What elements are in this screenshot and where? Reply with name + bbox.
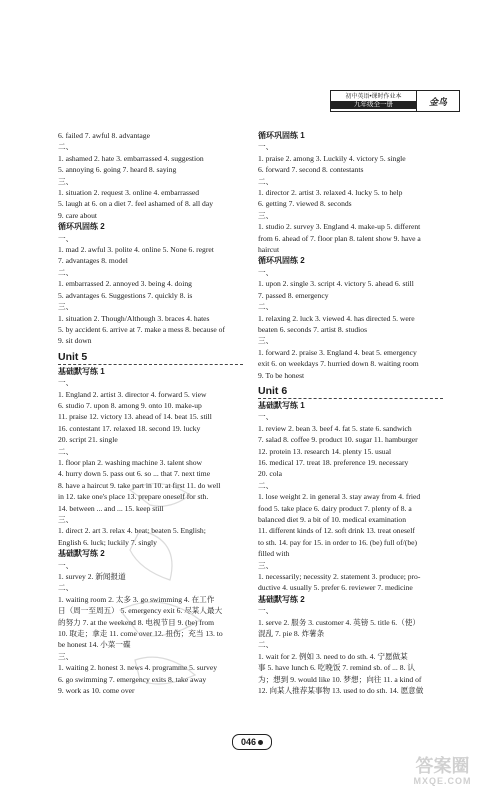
book-title: 初中英语•课时作业本 xyxy=(345,94,402,100)
answer-line: English 6. luck; luckily 7. singly xyxy=(58,537,157,547)
answer-line: 1. situation 2. Though/Although 3. braces 4. hates xyxy=(58,313,210,323)
part-marker: 二、 xyxy=(258,640,274,650)
answer-line: 16. contestant 17. relaxed 18. second 19. lucky xyxy=(58,423,201,433)
answer-line: 6. getting 7. viewed 8. seconds xyxy=(258,199,352,209)
answer-line: 5. advantages 6. Suggestions 7. quickly 8. is xyxy=(58,290,193,300)
answer-line: 6. failed 7. awful 8. advantage xyxy=(58,131,150,140)
answer-line: 5. annoying 6. going 7. heard 8. saying xyxy=(58,165,177,175)
right-column xyxy=(258,130,443,697)
answer-line: 9. To be honest xyxy=(258,370,305,380)
book-header xyxy=(330,90,460,112)
answer-line: 1. forward 2. praise 3. England 4. beat 5. emergency xyxy=(258,347,417,357)
unit-title: Unit 5 xyxy=(58,350,88,363)
answer-line: 7. salad 8. coffee 9. product 10. sugar 11. hamburger xyxy=(258,435,418,445)
answer-line: food 5. take place 6. dairy product 7. plenty of 8. a xyxy=(258,503,412,513)
answer-line: 1. necessarily; necessity 2. statement 3. produce; pro- xyxy=(258,572,421,582)
site-watermark-url: MXQE.COM xyxy=(413,776,472,786)
answer-line: 事 5. have lunch 6. 吃晚饭 7. remind sb. of ... 8. 认 xyxy=(258,663,415,673)
left-column xyxy=(58,130,243,697)
answer-line: 9. care about xyxy=(58,210,98,220)
answer-line: 1. floor plan 2. washing machine 3. talent show xyxy=(58,457,203,467)
part-marker: 一、 xyxy=(58,560,74,570)
answer-line: 1. serve 2. 服务 3. customer 4. 英镑 5. title 6.（使） xyxy=(258,617,420,627)
exercise-heading: 基础默写练 2 xyxy=(258,594,305,604)
answer-line: 1. upon 2. single 3. script 4. victory 5. ahead 6. still xyxy=(258,279,414,289)
exercise-heading: 循环巩固练 2 xyxy=(58,222,105,232)
answer-line: 1. England 2. artist 3. director 4. forward 5. view xyxy=(58,389,207,399)
exercise-heading: 基础默写练 1 xyxy=(58,366,105,376)
exercise-heading: 循环巩固练 2 xyxy=(258,256,305,266)
answer-line: 16. medical 17. treat 18. preference 19. necessary xyxy=(258,457,409,467)
answer-line: 为；想到 9. would like 10. 梦想；向往 11. a kind of xyxy=(258,674,422,684)
part-marker: 三、 xyxy=(58,176,74,186)
page-number: 046 xyxy=(240,737,257,747)
answer-line: 5. by accident 6. arrive at 7. make a mess 8. because of xyxy=(58,324,225,334)
part-marker: 三、 xyxy=(58,302,74,312)
answer-line: 6. studio 7. upon 8. among 9. onto 10. make-up xyxy=(58,400,202,410)
answer-line: 1. director 2. artist 3. relaxed 4. lucky 5. to help xyxy=(258,188,403,198)
answer-line: 14. between ... and ... 15. keep still xyxy=(58,503,164,513)
page-number-badge xyxy=(232,734,272,750)
answer-line: 11. praise 12. victory 13. ahead of 14. beat 15. still xyxy=(58,412,212,422)
answer-line: 1. situation 2. request 3. online 4. embarrassed xyxy=(58,188,200,198)
answer-line: 1. lose weight 2. in general 3. stay away from 4. fried xyxy=(258,492,421,502)
answer-line: 6. forward 7. second 8. contestants xyxy=(258,165,364,175)
answer-line: balanced diet 9. a bit of 10. medical examination xyxy=(258,515,407,524)
answer-line: 的努力 7. at the weekend 8. 电视节目 9. (be) from xyxy=(58,617,215,627)
answer-line: be honest 14. 小菜一碟 xyxy=(58,640,131,650)
part-marker: 二、 xyxy=(258,302,274,312)
answer-line: 1. waiting room 2. 太多 3. go swimming 4. 在工作 xyxy=(58,594,215,604)
book-grade: 九年级全一册 xyxy=(331,101,416,109)
answer-line: filled with xyxy=(258,549,290,559)
page-dot-icon xyxy=(258,740,263,745)
answer-line: 10. 取走；拿走 11. come over 12. 扭伤；充当 13. to xyxy=(58,629,223,639)
answer-line: ductive 4. usually 5. prefer 6. reviewer 7. medicine xyxy=(258,583,413,593)
answer-line: 7. advantages 8. model xyxy=(58,256,128,266)
answer-line: exit 6. on weekdays 7. hurried down 8. waiting room xyxy=(258,359,419,369)
unit-title: Unit 6 xyxy=(258,384,288,397)
answer-line: 日（周一至周五） 5. emergency exit 6. 尽某人最大 xyxy=(58,606,223,616)
part-marker: 二、 xyxy=(58,267,74,277)
exercise-heading: 基础默写练 2 xyxy=(58,549,105,559)
unit-divider xyxy=(258,398,443,399)
part-marker: 一、 xyxy=(58,378,74,388)
publisher-logo: 金鸟 xyxy=(417,90,460,112)
answer-line: 7. passed 8. emergency xyxy=(258,290,329,300)
answer-line: 1. embarrassed 2. annoyed 3. being 4. doing xyxy=(58,279,192,289)
exercise-heading: 循环巩固练 1 xyxy=(258,131,305,140)
answer-line: 4. hurry down 5. pass out 6. so ... that 7. next time xyxy=(58,469,211,479)
answer-line: in 12. take one's place 13. prepare oneself for sth. xyxy=(58,492,209,502)
part-marker: 三、 xyxy=(58,515,74,524)
part-marker: 三、 xyxy=(58,651,74,661)
part-marker: 二、 xyxy=(58,142,74,152)
answer-line: 混乱 7. pie 8. 炸薯条 xyxy=(258,629,325,639)
answer-line: 12. protein 13. research 14. plenty 15. usual xyxy=(258,446,392,456)
answer-line: 5. laugh at 6. on a diet 7. feel ashamed of 8. all day xyxy=(58,199,213,209)
part-marker: 三、 xyxy=(258,210,274,220)
answer-line: 11. different kinds of 12. soft drink 13. treat oneself xyxy=(258,526,415,536)
answer-line: beaten 6. seconds 7. artist 8. studios xyxy=(258,324,368,334)
part-marker: 二、 xyxy=(258,176,274,186)
part-marker: 一、 xyxy=(258,412,274,422)
part-marker: 三、 xyxy=(258,336,274,346)
site-watermark-title: 答案圈 xyxy=(415,756,470,776)
answer-line: haircut xyxy=(258,245,280,255)
answer-line: to sth. 14. pay for 15. in order to 16. (be) full of/(be) xyxy=(258,537,418,547)
book-title-box xyxy=(330,90,417,112)
part-marker: 三、 xyxy=(258,560,274,570)
part-marker: 二、 xyxy=(58,446,74,456)
answer-line: 1. direct 2. art 3. relax 4. beat; beaten 5. English; xyxy=(58,526,206,536)
answer-line: 9. work as 10. come over xyxy=(58,686,135,696)
unit-divider xyxy=(58,364,243,365)
site-watermark xyxy=(395,756,490,796)
answer-line: 9. sit down xyxy=(58,336,92,346)
part-marker: 一、 xyxy=(258,267,274,277)
answer-line: 1. relaxing 2. luck 3. viewed 4. has directed 5. were xyxy=(258,313,415,323)
part-marker: 一、 xyxy=(258,606,274,616)
answer-line: 20. cola xyxy=(258,469,283,479)
answer-line: 6. go swimming 7. emergency exits 8. take away xyxy=(58,674,207,684)
part-marker: 二、 xyxy=(258,480,274,490)
part-marker: 二、 xyxy=(58,583,74,593)
answer-line: 1. studio 2. survey 3. England 4. make-up 5. different xyxy=(258,222,421,232)
answer-line: 1. waiting 2. honest 3. news 4. programme 5. survey xyxy=(58,663,218,673)
answer-line: from 6. ahead of 7. floor plan 8. talent show 9. have a xyxy=(258,233,421,243)
answer-line: 20. script 21. single xyxy=(58,435,118,445)
answer-line: 1. review 2. bean 3. beef 4. fat 5. state 6. sandwich xyxy=(258,423,412,433)
answer-line: 1. ashamed 2. hate 3. embarrassed 4. suggestion xyxy=(58,153,204,163)
exercise-heading: 基础默写练 1 xyxy=(258,400,305,410)
answer-line: 8. have a haircut 9. take part in 10. at first 11. do well xyxy=(58,480,221,490)
answer-line: 1. praise 2. among 3. Luckily 4. victory 5. single xyxy=(258,153,406,163)
answer-line: 1. survey 2. 新闻报道 xyxy=(58,572,126,582)
answer-line: 12. 向某人推荐某事物 13. used to do sth. 14. 愿意做 xyxy=(258,686,424,696)
answer-line: 1. wait for 2. 例如 3. need to do sth. 4. 宁愿做某 xyxy=(258,651,408,661)
part-marker: 一、 xyxy=(58,233,74,243)
answer-line: 1. mad 2. awful 3. polite 4. online 5. None 6. regret xyxy=(58,245,214,255)
part-marker: 一、 xyxy=(258,142,274,152)
